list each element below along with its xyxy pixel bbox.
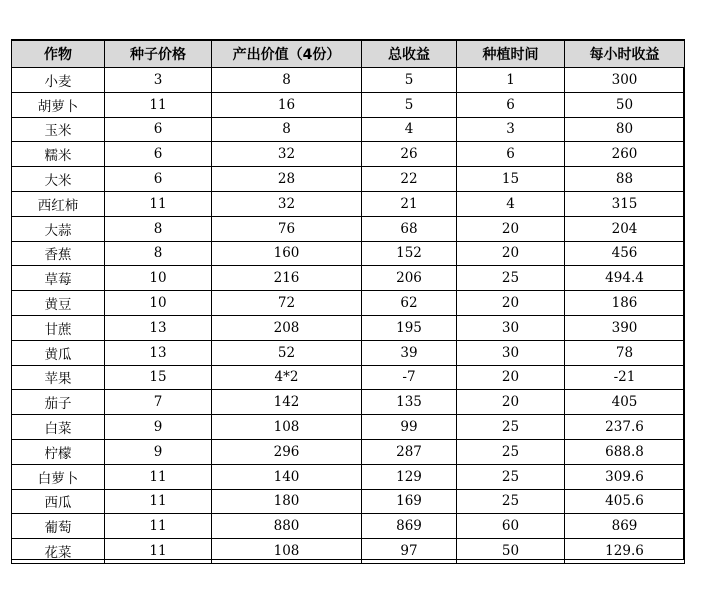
- cell-total-profit: 26: [362, 142, 457, 167]
- table-row: [12, 315, 685, 340]
- cell-crop-name: 西红柿: [12, 191, 105, 216]
- crop-profit-table: [11, 39, 685, 564]
- cell-seed-price: 8: [105, 241, 212, 266]
- cell-grow-time: 20: [457, 390, 565, 415]
- cell-crop-name: 白萝卜: [12, 464, 105, 489]
- cell-seed-price: 7: [105, 390, 212, 415]
- cell-crop-name: 苹果: [12, 365, 105, 390]
- cell-grow-time: 25: [457, 464, 565, 489]
- cell-seed-price: 6: [105, 167, 212, 192]
- cell-seed-price: 10: [105, 291, 212, 316]
- cell-crop-name: 小麦: [12, 68, 105, 93]
- cell-crop-name: 玉米: [12, 117, 105, 142]
- cell-seed-price: 10: [105, 266, 212, 291]
- cell-total-profit: 152: [362, 241, 457, 266]
- cell-hourly-profit: 390: [565, 315, 685, 340]
- table-row: [12, 539, 685, 564]
- cell-crop-name: 胡萝卜: [12, 92, 105, 117]
- table-header: [12, 40, 685, 68]
- cell-crop-name: 茄子: [12, 390, 105, 415]
- column-header-output-value: 产出价值（4份）: [212, 40, 362, 68]
- column-header-seed-price: 种子价格: [105, 40, 212, 68]
- cell-seed-price: 9: [105, 439, 212, 464]
- table-row: [12, 167, 685, 192]
- cell-grow-time: 1: [457, 68, 565, 93]
- table-body: [12, 68, 685, 564]
- cell-output-value: 4*2: [212, 365, 362, 390]
- cell-output-value: 880: [212, 514, 362, 539]
- cell-crop-name: 黄瓜: [12, 340, 105, 365]
- cell-total-profit: 5: [362, 68, 457, 93]
- cell-seed-price: 11: [105, 191, 212, 216]
- cell-hourly-profit: 80: [565, 117, 685, 142]
- cell-crop-name: 大蒜: [12, 216, 105, 241]
- cell-crop-name: 白菜: [12, 415, 105, 440]
- spreadsheet-frame: [11, 39, 684, 560]
- cell-output-value: 108: [212, 539, 362, 564]
- cell-output-value: 216: [212, 266, 362, 291]
- cell-grow-time: 25: [457, 266, 565, 291]
- cell-seed-price: 6: [105, 117, 212, 142]
- cell-hourly-profit: 405: [565, 390, 685, 415]
- cell-seed-price: 15: [105, 365, 212, 390]
- cell-crop-name: 黄豆: [12, 291, 105, 316]
- cell-grow-time: 25: [457, 415, 565, 440]
- cell-output-value: 180: [212, 489, 362, 514]
- cell-grow-time: 25: [457, 439, 565, 464]
- cell-output-value: 160: [212, 241, 362, 266]
- cell-hourly-profit: 237.6: [565, 415, 685, 440]
- header-row: [12, 40, 685, 68]
- cell-seed-price: 6: [105, 142, 212, 167]
- cell-total-profit: 4: [362, 117, 457, 142]
- cell-seed-price: 11: [105, 489, 212, 514]
- cell-hourly-profit: 204: [565, 216, 685, 241]
- cell-output-value: 8: [212, 68, 362, 93]
- cell-hourly-profit: 494.4: [565, 266, 685, 291]
- cell-crop-name: 葡萄: [12, 514, 105, 539]
- cell-output-value: 208: [212, 315, 362, 340]
- cell-grow-time: 6: [457, 92, 565, 117]
- table-row: [12, 191, 685, 216]
- cell-seed-price: 8: [105, 216, 212, 241]
- cell-total-profit: -7: [362, 365, 457, 390]
- cell-grow-time: 25: [457, 489, 565, 514]
- cell-output-value: 8: [212, 117, 362, 142]
- table-row: [12, 142, 685, 167]
- cell-total-profit: 287: [362, 439, 457, 464]
- cell-hourly-profit: 50: [565, 92, 685, 117]
- cell-hourly-profit: 315: [565, 191, 685, 216]
- cell-hourly-profit: 88: [565, 167, 685, 192]
- cell-hourly-profit: 405.6: [565, 489, 685, 514]
- cell-seed-price: 3: [105, 68, 212, 93]
- table-row: [12, 365, 685, 390]
- cell-output-value: 32: [212, 142, 362, 167]
- cell-crop-name: 西瓜: [12, 489, 105, 514]
- column-header-crop-name: 作物: [12, 40, 105, 68]
- cell-output-value: 28: [212, 167, 362, 192]
- table-row: [12, 117, 685, 142]
- cell-total-profit: 68: [362, 216, 457, 241]
- table-row: [12, 241, 685, 266]
- cell-output-value: 52: [212, 340, 362, 365]
- cell-crop-name: 柠檬: [12, 439, 105, 464]
- cell-grow-time: 3: [457, 117, 565, 142]
- cell-seed-price: 13: [105, 315, 212, 340]
- cell-total-profit: 62: [362, 291, 457, 316]
- cell-grow-time: 4: [457, 191, 565, 216]
- table-row: [12, 291, 685, 316]
- cell-hourly-profit: 78: [565, 340, 685, 365]
- cell-total-profit: 39: [362, 340, 457, 365]
- cell-total-profit: 206: [362, 266, 457, 291]
- table-row: [12, 489, 685, 514]
- cell-seed-price: 13: [105, 340, 212, 365]
- cell-grow-time: 30: [457, 315, 565, 340]
- table-row: [12, 415, 685, 440]
- cell-total-profit: 97: [362, 539, 457, 564]
- column-header-total-profit: 总收益: [362, 40, 457, 68]
- cell-total-profit: 129: [362, 464, 457, 489]
- table-row: [12, 514, 685, 539]
- cell-grow-time: 6: [457, 142, 565, 167]
- cell-crop-name: 大米: [12, 167, 105, 192]
- cell-output-value: 32: [212, 191, 362, 216]
- cell-grow-time: 20: [457, 291, 565, 316]
- cell-total-profit: 21: [362, 191, 457, 216]
- cell-grow-time: 20: [457, 241, 565, 266]
- cell-output-value: 72: [212, 291, 362, 316]
- cell-output-value: 142: [212, 390, 362, 415]
- cell-crop-name: 甘蔗: [12, 315, 105, 340]
- table-row: [12, 92, 685, 117]
- cell-output-value: 108: [212, 415, 362, 440]
- cell-hourly-profit: 456: [565, 241, 685, 266]
- cell-output-value: 140: [212, 464, 362, 489]
- cell-hourly-profit: 688.8: [565, 439, 685, 464]
- cell-seed-price: 11: [105, 464, 212, 489]
- cell-total-profit: 135: [362, 390, 457, 415]
- cell-total-profit: 169: [362, 489, 457, 514]
- cell-crop-name: 糯米: [12, 142, 105, 167]
- table-row: [12, 68, 685, 93]
- cell-crop-name: 香蕉: [12, 241, 105, 266]
- cell-hourly-profit: 300: [565, 68, 685, 93]
- cell-seed-price: 9: [105, 415, 212, 440]
- cell-grow-time: 30: [457, 340, 565, 365]
- cell-hourly-profit: 309.6: [565, 464, 685, 489]
- cell-hourly-profit: 869: [565, 514, 685, 539]
- cell-total-profit: 22: [362, 167, 457, 192]
- cell-crop-name: 草莓: [12, 266, 105, 291]
- cell-grow-time: 20: [457, 216, 565, 241]
- cell-seed-price: 11: [105, 539, 212, 564]
- cell-hourly-profit: -21: [565, 365, 685, 390]
- cell-output-value: 16: [212, 92, 362, 117]
- cell-grow-time: 15: [457, 167, 565, 192]
- cell-output-value: 296: [212, 439, 362, 464]
- cell-grow-time: 20: [457, 365, 565, 390]
- cell-hourly-profit: 260: [565, 142, 685, 167]
- cell-total-profit: 5: [362, 92, 457, 117]
- cell-hourly-profit: 129.6: [565, 539, 685, 564]
- cell-total-profit: 195: [362, 315, 457, 340]
- cell-crop-name: 花菜: [12, 539, 105, 564]
- cell-seed-price: 11: [105, 92, 212, 117]
- table-row: [12, 390, 685, 415]
- cell-seed-price: 11: [105, 514, 212, 539]
- cell-output-value: 76: [212, 216, 362, 241]
- table-row: [12, 266, 685, 291]
- table-row: [12, 439, 685, 464]
- table-row: [12, 464, 685, 489]
- cell-grow-time: 60: [457, 514, 565, 539]
- table-row: [12, 340, 685, 365]
- table-row: [12, 216, 685, 241]
- cell-grow-time: 50: [457, 539, 565, 564]
- column-header-hourly-profit: 每小时收益: [565, 40, 685, 68]
- column-header-grow-time: 种植时间: [457, 40, 565, 68]
- cell-hourly-profit: 186: [565, 291, 685, 316]
- cell-total-profit: 869: [362, 514, 457, 539]
- cell-total-profit: 99: [362, 415, 457, 440]
